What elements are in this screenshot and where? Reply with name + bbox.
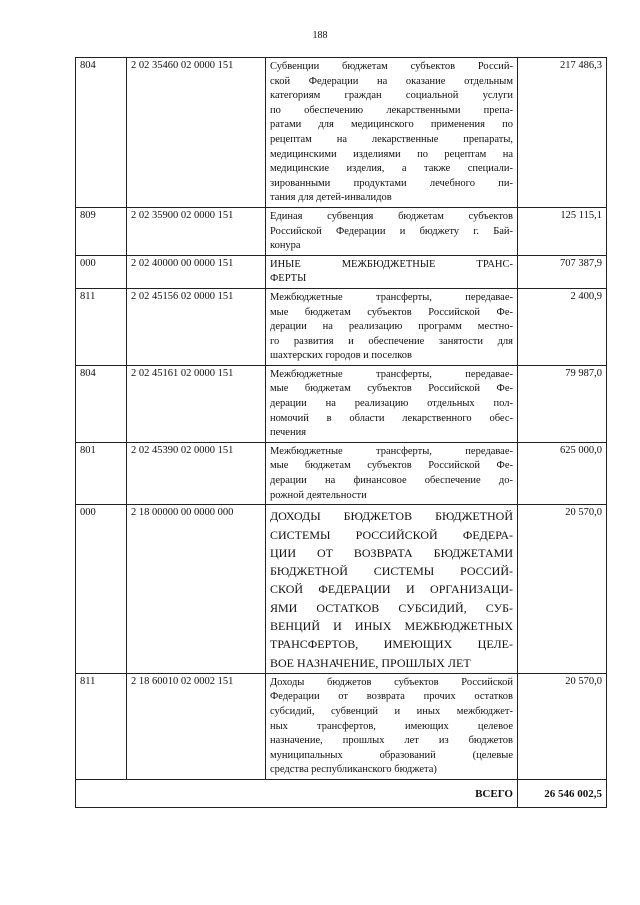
amount-cell: 625 000,0: [518, 442, 607, 504]
revenue-table-body: [76, 58, 607, 808]
revenue-name-line: дерации на финансовое обеспечение до-: [270, 475, 513, 487]
revenue-name-line: категориям граждан социальной услуги: [270, 90, 513, 102]
revenue-name-line: мые бюджетам субъектов Российской Фе-: [270, 460, 513, 472]
revenue-name-line: ЦИИ ОТ ВОЗВРАТА БЮДЖЕТАМИ: [270, 545, 513, 560]
revenue-name-line: Единая субвенция бюджетам субъектов: [270, 210, 513, 222]
table-row: [76, 365, 607, 442]
revenue-name-cell: [266, 442, 518, 504]
revenue-name-line: Российской Федерации и бюджету г. Бай-: [270, 225, 513, 237]
classification-code-cell: 2 02 45161 02 0000 151: [127, 365, 266, 442]
revenue-name-line: муниципальных образований (целевые: [270, 749, 513, 761]
revenue-name-line: ных трансфертов, имеющих целевое: [270, 720, 513, 732]
revenue-name-line: СКОЙ ФЕДЕРАЦИИ И ОРГАНИЗАЦИ-: [270, 582, 513, 597]
revenue-name-line: БЮДЖЕТНОЙ СИСТЕМЫ РОССИЙ-: [270, 564, 513, 579]
revenue-name-line: конура: [270, 240, 301, 252]
table-row: [76, 673, 607, 779]
classification-code-cell: 2 02 35460 02 0000 151: [127, 58, 266, 208]
revenue-name-line: Федерации от возврата прочих остатков: [270, 691, 513, 703]
revenue-name-line: дерации на реализацию программ местно-: [270, 321, 513, 333]
revenue-name-line: ВЕНЦИЙ И ИНЫХ МЕЖБЮДЖЕТНЫХ: [270, 619, 513, 633]
revenue-name-line: дерации на реализацию отдельных пол-: [270, 398, 513, 410]
revenue-name-line: ДОХОДЫ БЮДЖЕТОВ БЮДЖЕТНОЙ: [270, 509, 513, 524]
revenue-name-line: Межбюджетные трансферты, передавае-: [270, 291, 513, 303]
revenue-name-line: Субвенции бюджетам субъектов Россий-: [270, 61, 513, 72]
admin-code-cell: 804: [76, 58, 127, 208]
classification-code-cell: 2 02 40000 00 0000 151: [127, 255, 266, 288]
revenue-name-line: рожной деятельности: [270, 489, 367, 501]
admin-code-cell: 000: [76, 505, 127, 674]
admin-code-cell: 000: [76, 255, 127, 288]
amount-cell: 125 115,1: [518, 207, 607, 255]
revenue-name-line: медицинские изделия, а также специали-: [270, 163, 513, 175]
amount-cell: 20 570,0: [518, 673, 607, 779]
revenue-name-cell: [266, 365, 518, 442]
table-row: [76, 58, 607, 208]
revenue-name-line: средства республиканского бюджета): [270, 764, 437, 776]
total-label: ВСЕГО: [76, 780, 518, 808]
revenue-name-cell: [266, 505, 518, 674]
revenue-name-line: ФЕРТЫ: [270, 273, 307, 285]
amount-cell: 20 570,0: [518, 505, 607, 674]
revenue-name-line: печения: [270, 427, 307, 439]
revenue-name-cell: [266, 58, 518, 208]
table-row: [76, 288, 607, 365]
revenue-name-cell: [266, 207, 518, 255]
classification-code-cell: 2 18 00000 00 0000 000: [127, 505, 266, 674]
amount-cell: 2 400,9: [518, 288, 607, 365]
classification-code-cell: 2 02 45390 02 0000 151: [127, 442, 266, 504]
revenue-name-line: рецептам на лекарственные препараты,: [270, 133, 513, 145]
revenue-name-line: ТРАНСФЕРТОВ, ИМЕЮЩИХ ЦЕЛЕ-: [270, 637, 513, 652]
classification-code-cell: 2 02 35900 02 0000 151: [127, 207, 266, 255]
revenue-name-line: Межбюджетные трансферты, передавае-: [270, 445, 513, 457]
admin-code-cell: 809: [76, 207, 127, 255]
revenue-name-line: ской Федерации на оказание отдельным: [270, 75, 513, 87]
revenue-name-line: ЯМИ ОСТАТКОВ СУБСИДИЙ, СУБ-: [270, 600, 513, 615]
admin-code-cell: 804: [76, 365, 127, 442]
amount-cell: 217 486,3: [518, 58, 607, 208]
revenue-name-line: ратами для медицинского применения по: [270, 119, 513, 131]
revenue-name-line: субсидий, субвенций и иных межбюджет-: [270, 706, 513, 718]
revenue-name-line: мые бюджетам субъектов Российской Фе-: [270, 306, 513, 318]
revenue-name-line: номочий в области лекарственного обес-: [270, 412, 513, 424]
revenue-name-line: назначение, прошлых лет из бюджетов: [270, 735, 513, 747]
total-amount: 26 546 002,5: [518, 780, 607, 808]
revenue-name-cell: [266, 288, 518, 365]
revenue-name-line: мые бюджетам субъектов Российской Фе-: [270, 383, 513, 395]
classification-code-cell: 2 18 60010 02 0002 151: [127, 673, 266, 779]
table-row: [76, 442, 607, 504]
revenue-name-line: тания для детей-инвалидов: [270, 192, 392, 204]
admin-code-cell: 801: [76, 442, 127, 504]
table-row: [76, 207, 607, 255]
revenue-name-line: по обеспечению лекарственными препа-: [270, 104, 513, 116]
revenue-name-line: го развития и обеспечение занятости для: [270, 335, 513, 347]
classification-code-cell: 2 02 45156 02 0000 151: [127, 288, 266, 365]
revenue-name-line: ИНЫЕ МЕЖБЮДЖЕТНЫЕ ТРАНС-: [270, 258, 513, 270]
revenue-name-line: медицинскими изделиями по рецептам на: [270, 148, 513, 160]
table-row: [76, 505, 607, 674]
revenue-name-line: ВОЕ НАЗНАЧЕНИЕ, ПРОШЛЫХ ЛЕТ: [270, 655, 471, 670]
admin-code-cell: 811: [76, 288, 127, 365]
revenue-name-line: Межбюджетные трансферты, передавае-: [270, 368, 513, 380]
revenue-name-cell: [266, 255, 518, 288]
revenue-name-line: Доходы бюджетов субъектов Российской: [270, 676, 513, 688]
page-number: 188: [312, 30, 328, 41]
revenue-name-line: шахтерских городов и поселков: [270, 350, 412, 362]
revenue-name-cell: [266, 673, 518, 779]
amount-cell: 79 987,0: [518, 365, 607, 442]
revenue-table: [75, 57, 607, 808]
table-row: [76, 255, 607, 288]
amount-cell: 707 387,9: [518, 255, 607, 288]
revenue-name-line: зированными продуктами лечебного пи-: [270, 177, 513, 189]
revenue-name-line: СИСТЕМЫ РОССИЙСКОЙ ФЕДЕРА-: [270, 527, 513, 542]
admin-code-cell: 811: [76, 673, 127, 779]
total-row: [76, 780, 607, 808]
